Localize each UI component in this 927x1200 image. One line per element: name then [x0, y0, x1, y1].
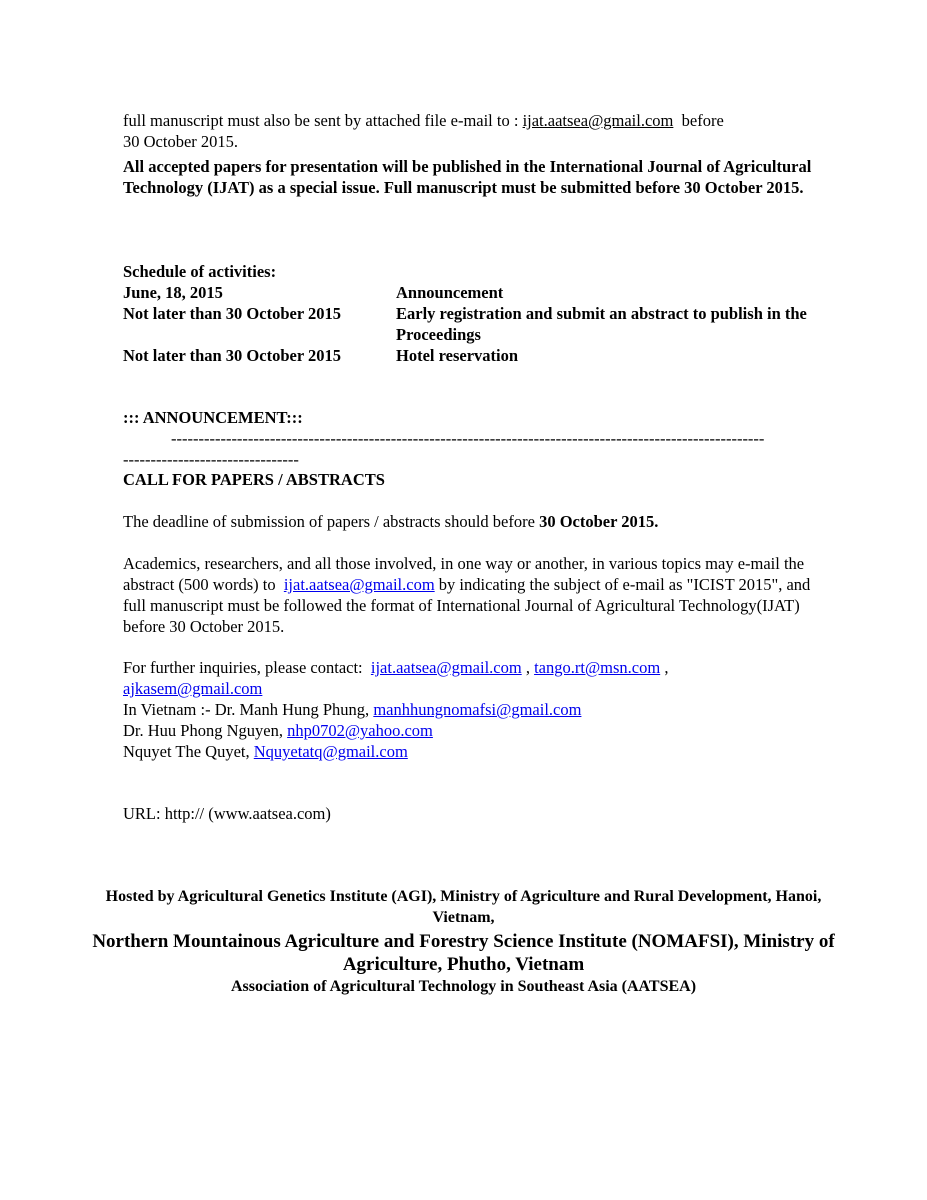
huu-contact-text: Dr. Huu Phong Nguyen,	[123, 721, 283, 740]
nquyet-contact-text: Nquyet The Quyet,	[123, 742, 250, 761]
schedule-activity: Early registration and submit an abstract to publish in the Proceedings	[396, 304, 807, 344]
abstract-email-link[interactable]: ijat.aatsea@gmail.com	[283, 575, 435, 594]
schedule-section	[123, 261, 813, 366]
schedule-title: Schedule of activities:	[123, 262, 277, 281]
deadline-paragraph	[123, 511, 813, 532]
contacts-section	[123, 657, 813, 762]
inquiry-line: For further inquiries, please contact: ijat.aatsea@gmail.com , tango.rt@msn.com ,	[123, 658, 669, 677]
submission-paragraph	[123, 553, 813, 637]
contact-email-link[interactable]: manhhungnomafsi@gmail.com	[373, 700, 582, 719]
announcement-heading: ::: ANNOUNCEMENT:::	[123, 408, 303, 427]
aatsea-line: Association of Agricultural Technology in Southeast Asia (AATSEA)	[230, 978, 697, 995]
intro-email-link[interactable]: ijat.aatsea@gmail.com	[522, 111, 674, 130]
huu-contact-line	[123, 720, 813, 741]
schedule-activity: Announcement	[396, 283, 504, 302]
divider-dashes: ------------------------------------------------------------------------------------------------------------	[171, 429, 765, 448]
submission-text-continued: by indicating the subject of e-mail as "ICIST 2015", and full manuscript must be followed the format of International Journal of Agricultural Technology(IJAT) before 30 October 2015.	[123, 575, 811, 636]
intro-text: full manuscript must also be sent by attached file e-mail to :	[123, 111, 519, 130]
url-line: URL: http:// (www.aatsea.com)	[123, 804, 331, 823]
contact-email-link[interactable]: nhp0702@yahoo.com	[287, 721, 433, 740]
intro-text-suffix: before	[681, 111, 724, 130]
divider-dashes-continued: --------------------------------	[123, 450, 299, 469]
nquyet-contact-line	[123, 741, 813, 762]
schedule-row	[123, 303, 813, 345]
contact-email-link[interactable]: tango.rt@msn.com	[534, 658, 661, 677]
vietnam-contact-line	[123, 699, 813, 720]
submission-text: Academics, researchers, and all those involved, in one way or another, in various topics may e-mail the abstract (500 words) to	[123, 554, 805, 594]
contact-email-link[interactable]: ijat.aatsea@gmail.com	[370, 658, 522, 677]
contact-email-link[interactable]: Nquyetatq@gmail.com	[253, 742, 408, 761]
deadline-date: 30 October 2015.	[539, 512, 659, 531]
inquiry-text: For further inquiries, please contact:	[123, 658, 363, 677]
schedule-row	[123, 282, 813, 303]
schedule-row	[123, 345, 813, 366]
publication-note: All accepted papers for presentation will be published in the International Journal of Agricultural Technology (IJAT) as a special issue. Full manuscript must be submitted before 30 October 2015.	[123, 157, 812, 197]
contact-email-link[interactable]: ajkasem@gmail.com	[123, 679, 263, 698]
schedule-date: June, 18, 2015	[123, 283, 223, 302]
intro-paragraph	[123, 110, 813, 152]
hosted-by-line: Hosted by Agricultural Genetics Institute (AGI), Ministry of Agriculture and Rural Development, Hanoi, Vietnam,	[105, 888, 822, 926]
nomafsi-line: Northern Mountainous Agriculture and Forestry Science Institute (NOMAFSI), Ministry of Agriculture, Phutho, Vietnam	[92, 931, 835, 975]
schedule-activity: Hotel reservation	[396, 346, 519, 365]
intro-date: 30 October 2015.	[123, 132, 239, 151]
call-for-papers-title: CALL FOR PAPERS / ABSTRACTS	[123, 470, 385, 489]
schedule-date: Not later than 30 October 2015	[123, 346, 341, 365]
deadline-text: The deadline of submission of papers / abstracts should before	[123, 512, 535, 531]
vietnam-contact-text: In Vietnam :- Dr. Manh Hung Phung,	[123, 700, 370, 719]
schedule-date: Not later than 30 October 2015	[123, 304, 341, 323]
